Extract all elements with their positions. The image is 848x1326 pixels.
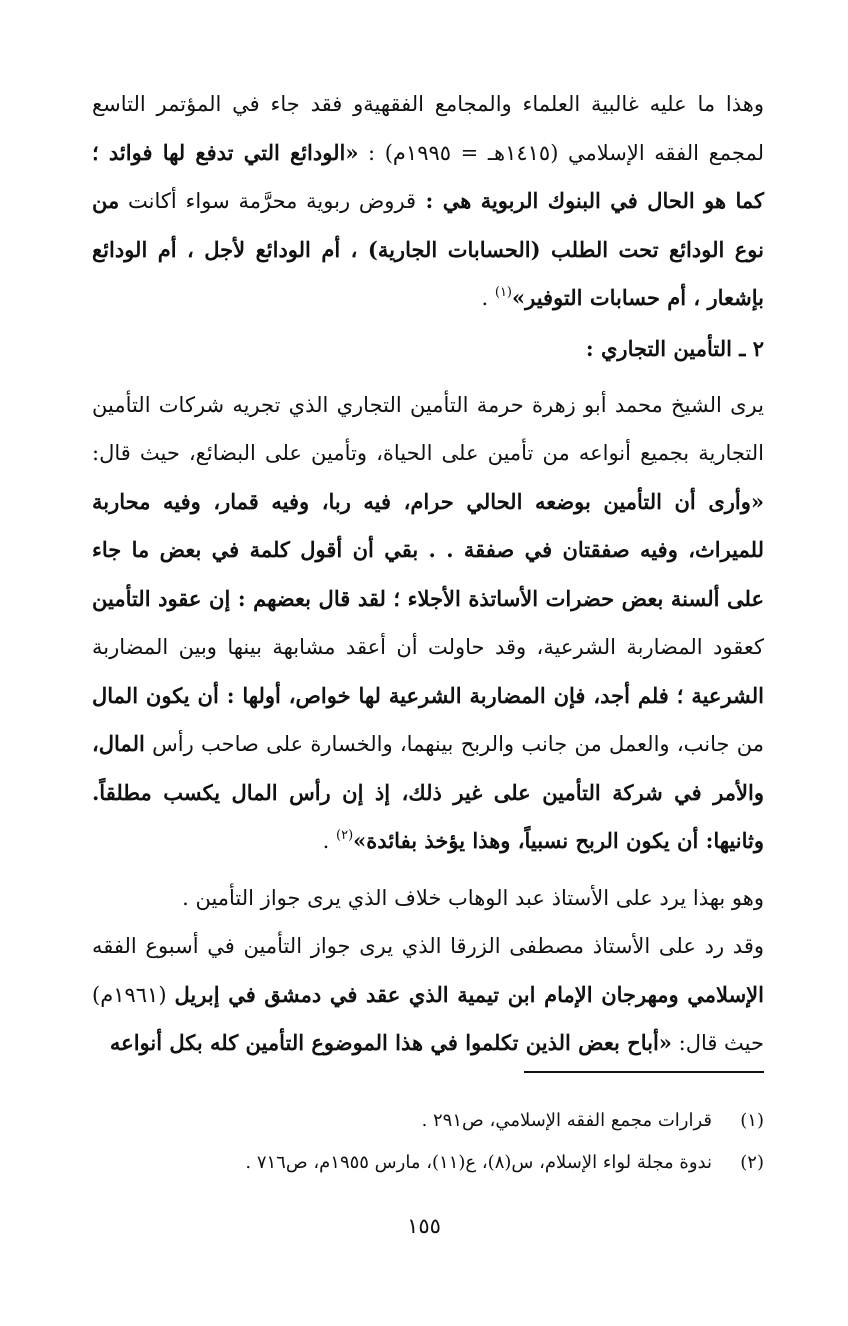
para1-quote-a: «الودائع التي تدفع لها فوائد ؛ كما هو الحال في البنوك الربوية هي : bbox=[92, 139, 765, 213]
para1-quote-b: من نوع الودائع تحت الطلب (الحسابات الجارية) ، أم الودائع لأجل ، أم الودائع بإشعار ، أم حسابات التوفير» bbox=[92, 188, 764, 310]
para2-end: . bbox=[322, 829, 337, 853]
para2-text-a: يرى الشيخ محمد أبو زهرة حرمة التأمين التجاري الذي تجريه شركات التأمين التجارية بجميع أنواعه من تأمين على الحياة، وتأمين على البضائع، حيث قال: bbox=[92, 392, 764, 465]
paragraph-khallaf: وهو بهذا يرد على الأستاذ عبد الوهاب خلاف الذي يرى جواز التأمين . bbox=[182, 885, 764, 910]
paragraph-abu-zahra bbox=[92, 381, 764, 866]
para4-quote: «أباح بعض الذين تكلموا في هذا الموضوع التأمين كله بكل أنواعه bbox=[109, 1030, 672, 1055]
para2-quote-b: الشرعية ؛ فلم أجد، فإن المضاربة الشرعية لها خواص، أولها : أن يكون المال bbox=[92, 682, 764, 708]
footnote-ref-2: (٢) bbox=[336, 828, 354, 843]
para4-bold-a: الإسلامي ومهرجان الإمام ابن تيمية الذي عقد في دمشق في إبريل bbox=[174, 981, 764, 1007]
para1-text-b: قروض ربوية محرَّمة سواء أكانت bbox=[119, 189, 417, 213]
para4-text-a: وقد رد على الأستاذ مصطفى الزرقا الذي يرى جواز التأمين في أسبوع الفقه bbox=[92, 934, 764, 958]
footnote-number: (١) bbox=[740, 1110, 764, 1131]
footnote-ref-1: (١) bbox=[494, 285, 512, 300]
para2-text-c: من جانب، والعمل من جانب والربح بينهما، والخسارة على صاحب رأس bbox=[144, 732, 764, 756]
page-number: ١٥٥ bbox=[407, 1214, 441, 1238]
footnote-number: (٢) bbox=[740, 1152, 764, 1173]
paragraph-zarqa bbox=[92, 922, 764, 1068]
para2-quote-c: المال، والأمر في شركة التأمين على غير ذلك، إذ إن رأس المال يكسب مطلقاً. وثانيها: أن يكون الربح نسبياً، وهذا يؤخذ بفائدة» bbox=[92, 731, 764, 853]
footnotes bbox=[92, 1100, 764, 1184]
footnote-item bbox=[92, 1100, 764, 1142]
para4-text-b: (١٩٦١م) حيث قال: bbox=[92, 982, 764, 1055]
para1-text-a: وهذا ما عليه غالبية العلماء والمجامع الفقهيةو فقد جاء في المؤتمر التاسع لمجمع الفقه الإسلامي (١٤١٥هـ = ١٩٩٥م) : bbox=[92, 92, 764, 165]
para2-quote-a: «وأرى أن التأمين بوضعه الحالي حرام، فيه ربا، وفيه قمار، وفيه محاربة للميراث، وفيه صفقتان في صفقة . . بقي أن أقول كلمة في بعض ما جاء على ألسنة بعض حضرات الأساتذة الأجلاء ؛ لقد قال بعضهم : إن عقود التأمين bbox=[92, 488, 764, 611]
footnote-separator bbox=[524, 1071, 764, 1073]
paragraph-unanimity bbox=[92, 80, 764, 323]
footnote-item bbox=[92, 1142, 764, 1184]
section-heading-commercial-insurance: ٢ ـ التأمين التجاري : bbox=[585, 335, 764, 361]
page-body bbox=[92, 80, 764, 1068]
para2-text-b: كعقود المضاربة الشرعية، وقد حاولت أن أعقد مشابهة بينها وبين المضاربة bbox=[92, 635, 764, 659]
footnote-text: ندوة مجلة لواء الإسلام، س(٨)، ع(١١)، مارس ١٩٥٥م، ص٧١٦ . bbox=[245, 1152, 712, 1173]
footnote-text: قرارات مجمع الفقه الإسلامي، ص٢٩١ . bbox=[421, 1110, 712, 1131]
para1-end: . bbox=[481, 286, 495, 310]
